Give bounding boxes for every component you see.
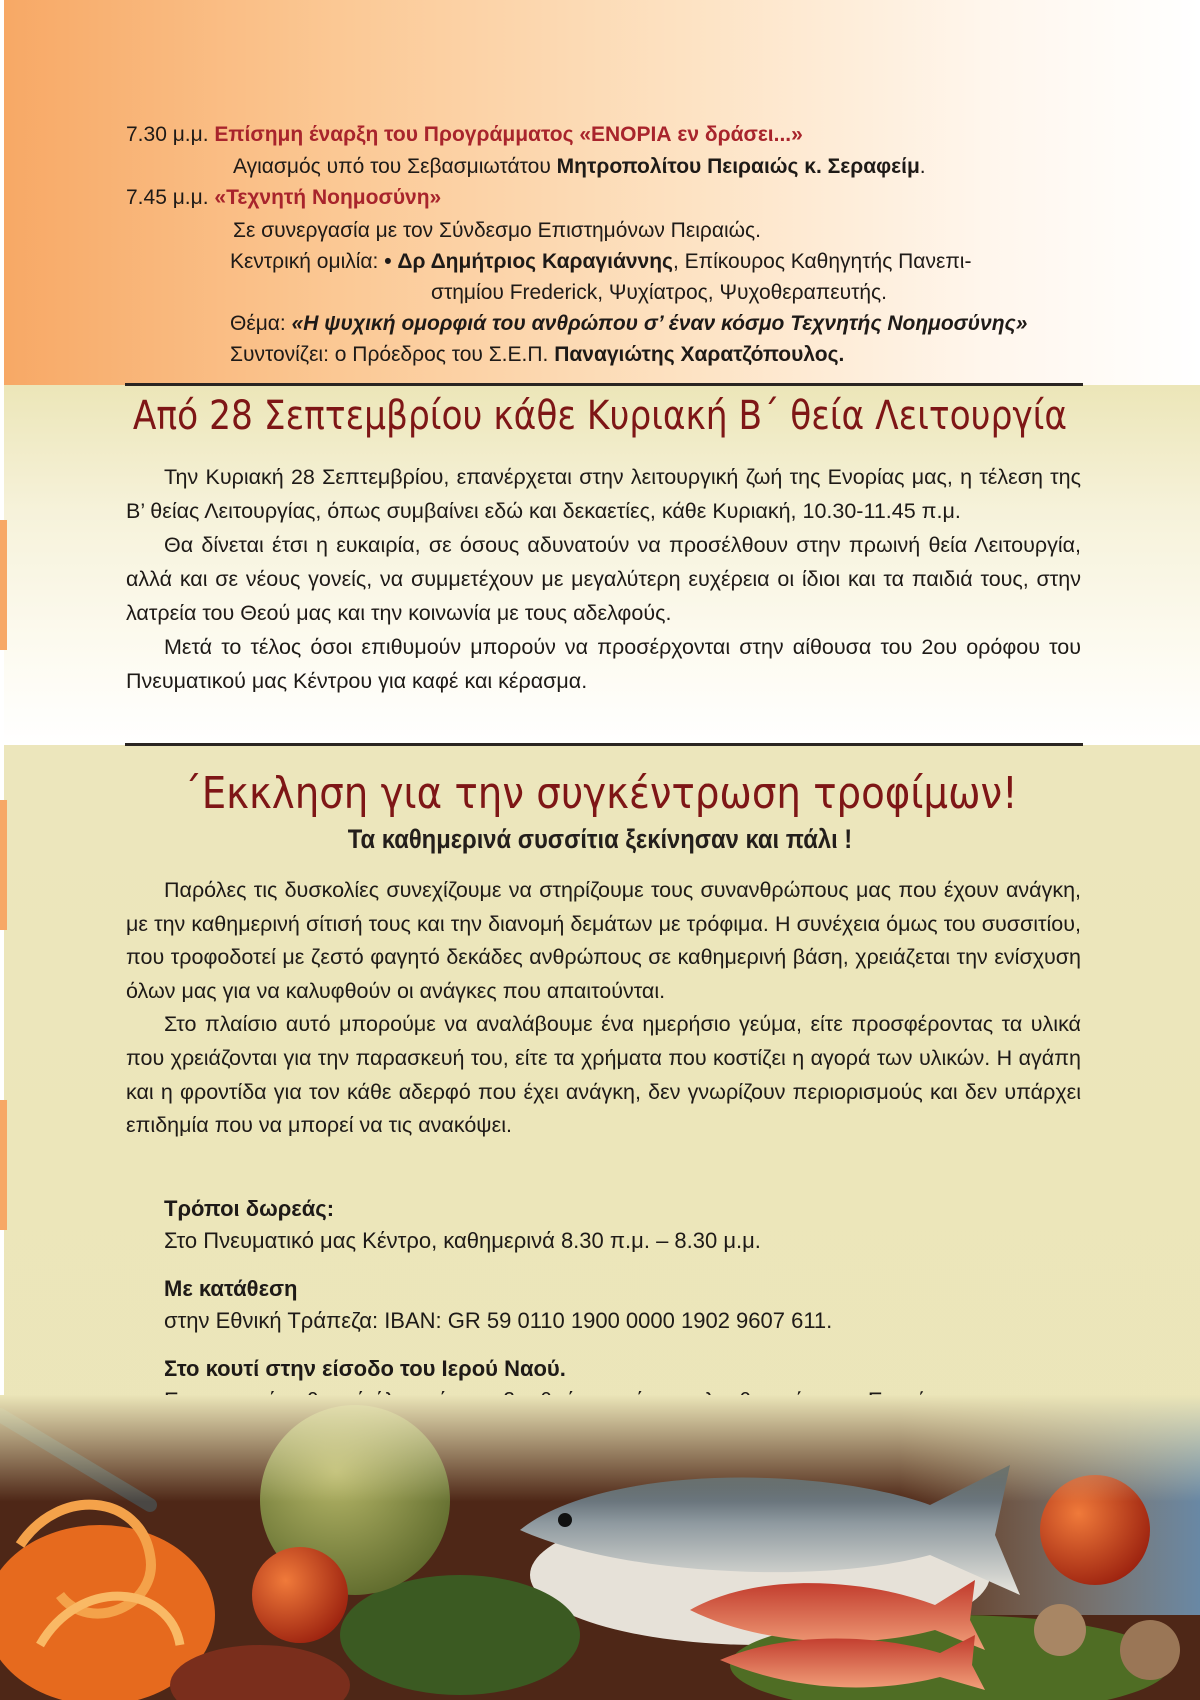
food-appeal-paragraph: Στο πλαίσιο αυτό μπορούμε να αναλάβουμε ένα ημερήσιο γεύμα, είτε προσφέροντας τα υλικά που χρειάζονται για την παρασκευή του, είτε τα χρήματα που κοστίζει η αγορά των υλικών. Η αγάπη και η φροντίδα για τον κάθε αδερφό που έχει ανάγκη, δεν γνωρίζουν περιορισμούς και δεν υπάρχει επιδημία που να μπορεί να τις ανακόψει. [126, 1012, 1081, 1138]
blessing-line [233, 154, 926, 180]
schedule-title: Επίσημη έναρξη του Προγράμματος «ΕΝΟΡΙΑ εν δράσει...» [214, 123, 803, 146]
metropolitan-name: Μητροπολίτου Πειραιώς κ. Σεραφείμ [556, 155, 920, 178]
speaker-name: Δρ Δημήτριος Καραγιάννης [397, 250, 673, 273]
speech-label: Κεντρική ομιλία: [230, 250, 379, 273]
schedule-time: 7.45 μ.μ. [126, 186, 209, 209]
section-divider [125, 743, 1083, 746]
speech-line [230, 249, 971, 275]
topic-title: «Η ψυχική ομορφιά του ανθρώπου σ’ έναν κόσμο Τεχνητής Νοημοσύνης» [291, 312, 1028, 335]
food-photo [0, 1395, 1200, 1700]
food-appeal-subheading: Τα καθημερινά συσσίτια ξεκίνησαν και πάλι ! [347, 824, 853, 854]
schedule-title: «Τεχνητή Νοημοσύνη» [214, 186, 442, 209]
topic-label: Θέμα: [230, 312, 292, 335]
left-edge-mark [0, 800, 7, 930]
liturgy-text [126, 460, 1081, 698]
blessing-text: Αγιασμός υπό του Σεβασμιωτάτου [233, 155, 557, 178]
food-appeal-paragraph: Παρόλες τις δυσκολίες συνεχίζουμε να στηρίζουμε τους συνανθρώπους μας που έχουν ανάγκη, με την καθημερινή σίτισή τους και την διανομή δεμάτων με τρόφιμα. Η συνέχεια όμως του συσσιτίου, που τροφοδοτεί με ζεστό φαγητό δεκάδες ανθρώπους σε καθημερινή βάση, χρειάζεται την ενίσχυση όλων μας για να καλυφθούν οι ανάγκες που απαιτούνται. [126, 878, 1081, 1003]
donation-box-title: Στο κουτί στην είσοδο του Ιερού Ναού. [164, 1356, 566, 1381]
schedule-item-ai [126, 185, 441, 211]
moderator-label: Συντονίζει: ο Πρόεδρος του Σ.Ε.Π. [230, 343, 555, 366]
blessing-period: . [919, 155, 926, 178]
donation-title: Τρόποι δωρεάς: [164, 1196, 335, 1221]
liturgy-paragraph: Μετά το τέλος όσοι επιθυμούν μπορούν να προσέρχονται στην αίθουσα του 2ου ορόφου του Πνευματικού μας Κέντρου για καφέ και κέρασμα. [126, 635, 1081, 693]
topic-line [230, 311, 1027, 337]
iban-text: στην Εθνική Τράπεζα: IBAN: GR 59 0110 1900 0000 1902 9607 611. [164, 1308, 833, 1333]
bullet-icon: • [384, 250, 392, 273]
liturgy-heading: Από 28 Σεπτεμβρίου κάθε Κυριακή Β΄ θεία Λειτουργία [132, 393, 1068, 439]
collaboration-line: Σε συνεργασία με τον Σύνδεσμο Επιστημόνων Πειραιώς. [233, 219, 761, 242]
speaker-description: , Επίκουρος Καθηγητής Πανεπι- [672, 250, 972, 273]
moderator-name: Παναγιώτης Χαρατζόπουλος. [554, 343, 845, 366]
left-edge-mark [0, 520, 7, 650]
food-appeal-heading: ΄Εκκληση για την συγκέντρωση τροφίμων! [182, 768, 1018, 819]
deposit-title: Με κατάθεση [164, 1276, 298, 1301]
speaker-description-continued: στημίου Frederick, Ψυχίατρος, Ψυχοθεραπευτής. [431, 281, 888, 304]
liturgy-paragraph: Θα δίνεται έτσι η ευκαιρία, σε όσους αδυνατούν να προσέλθουν στην πρωινή θεία Λειτουργία, αλλά και σε νέους γονείς, να συμμετέχουν με μεγαλύτερη ευχέρεια οι ίδιοι και τα παιδιά τους, στην λατρεία του Θεού μας και την κοινωνία με τους αδελφούς. [126, 533, 1081, 625]
moderator-line [230, 342, 844, 368]
bank-deposit [164, 1273, 1084, 1337]
liturgy-paragraph: Την Κυριακή 28 Σεπτεμβρίου, επανέρχεται στην λειτουργική ζωή της Ενορίας μας, η τέλεση της Β’ θείας Λειτουργίας, όπως συμβαίνει εδώ και δεκαετίες, κάθε Κυριακή, 10.30-11.45 π.μ. [126, 465, 1081, 523]
left-edge-mark [0, 1100, 7, 1230]
event-schedule [0, 0, 1200, 385]
food-appeal-text [126, 874, 1081, 1143]
donation-hours: Στο Πνευματικό μας Κέντρο, καθημερινά 8.30 π.μ. – 8.30 μ.μ. [164, 1228, 761, 1253]
schedule-time: 7.30 μ.μ. [126, 123, 209, 146]
donation-methods [164, 1193, 1084, 1257]
section-divider [125, 383, 1083, 386]
schedule-item-opening [126, 122, 803, 148]
